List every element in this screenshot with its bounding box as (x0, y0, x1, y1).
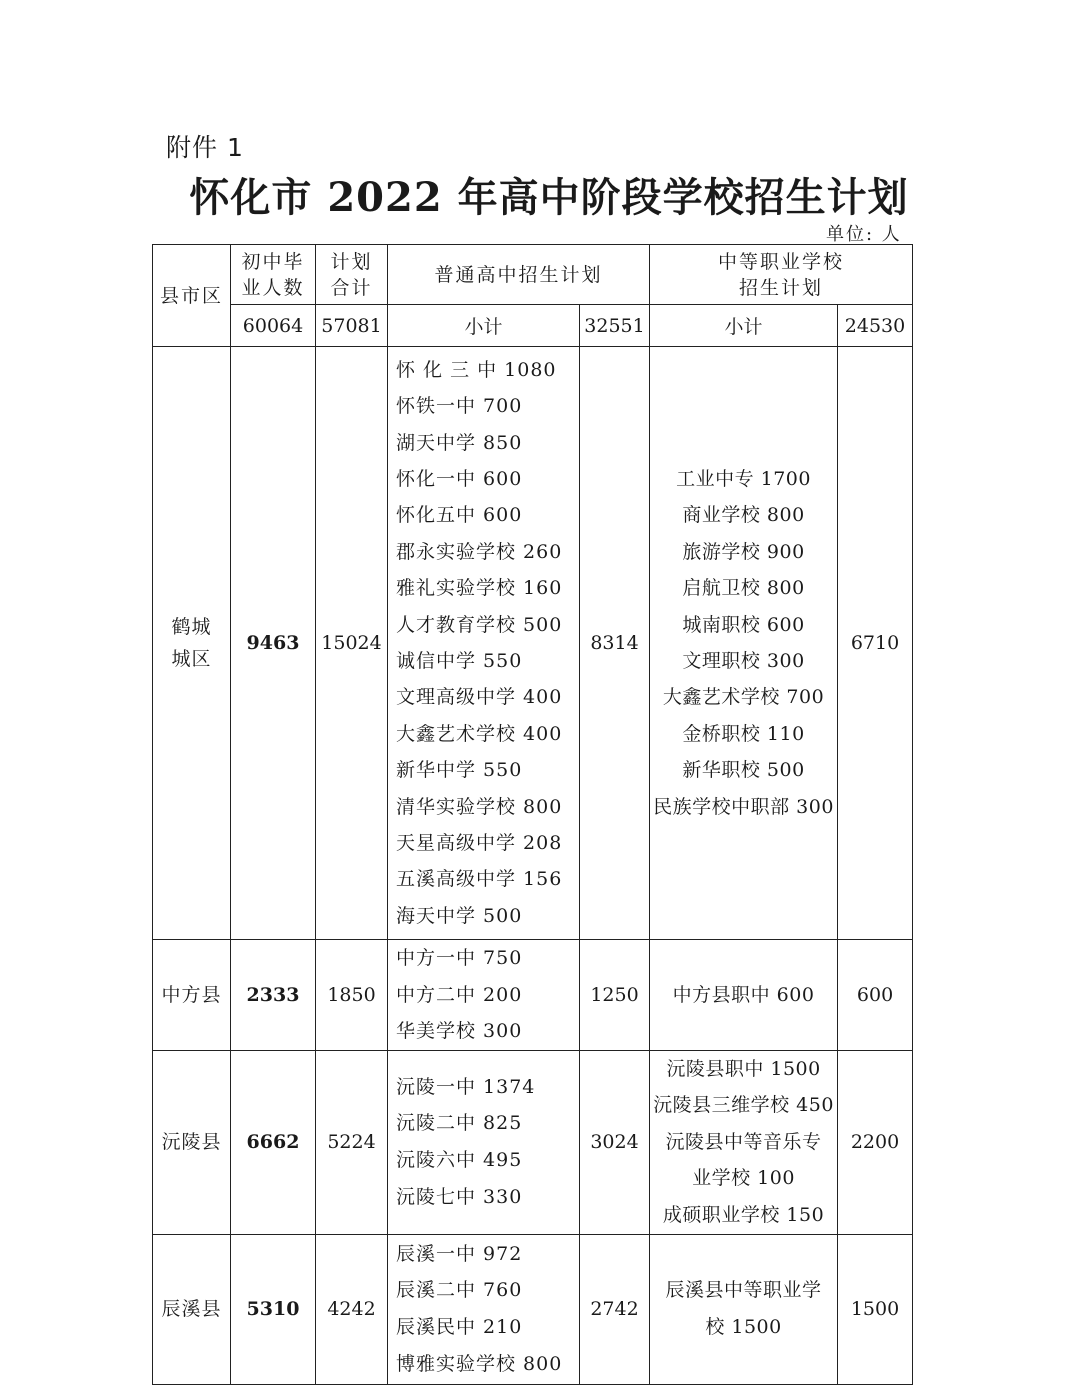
general-school-item: 辰溪二中 760 (396, 1279, 523, 1302)
header-plan-total-line1: 计划 (330, 250, 373, 273)
general-subtotal: 8314 (580, 347, 650, 940)
header-plan-total (316, 245, 388, 305)
vocational-school-item: 新华职校 500 (682, 759, 805, 782)
vocational-school-item: 沅陵县中等音乐专 (665, 1130, 822, 1153)
region-row (153, 1050, 913, 1234)
general-school-item: 辰溪一中 972 (396, 1242, 523, 1265)
vocational-school-list (650, 977, 837, 1014)
region-name-line: 城区 (171, 648, 212, 670)
general-school-item: 博雅实验学校 800 (396, 1352, 563, 1375)
general-school-item: 怀铁一中 700 (396, 395, 523, 418)
total-vocational-subtotal: 24530 (838, 305, 913, 347)
region-name-line: 鹤城 (171, 616, 212, 638)
graduates-count: 5310 (231, 1234, 316, 1384)
general-schools-cell (388, 940, 580, 1051)
general-school-item: 湖天中学 850 (396, 431, 523, 454)
general-school-item: 沅陵一中 1374 (396, 1075, 536, 1098)
graduates-count: 6662 (231, 1050, 316, 1234)
general-school-item: 大鑫艺术学校 400 (396, 722, 563, 745)
header-vocational-line2: 招生计划 (739, 276, 824, 299)
header-graduates-line2: 业人数 (241, 276, 305, 299)
vocational-schools-cell (650, 940, 838, 1051)
header-graduates (231, 245, 316, 305)
vocational-school-item: 沅陵县三维学校 450 (653, 1094, 834, 1117)
general-subtotal-label: 小计 (388, 305, 580, 347)
header-graduates-line1: 初中毕 (241, 250, 305, 273)
general-school-item: 怀化一中 600 (396, 467, 523, 490)
general-school-item: 沅陵六中 495 (396, 1149, 523, 1171)
vocational-subtotal: 6710 (838, 347, 913, 940)
general-school-item: 中方一中 750 (396, 947, 523, 969)
general-schools-cell (388, 347, 580, 940)
vocational-schools-cell (650, 1050, 838, 1234)
page-title: 怀化市 2022 年高中阶段学校招生计划 (189, 174, 909, 221)
vocational-school-item: 商业学校 800 (682, 504, 805, 527)
general-school-item: 怀化五中 600 (396, 504, 523, 527)
general-school-item: 清华实验学校 800 (396, 795, 563, 818)
header-region-label: 县市区 (159, 284, 223, 307)
general-subtotal: 3024 (580, 1050, 650, 1234)
general-school-list (388, 1069, 579, 1215)
header-general-hs (388, 245, 650, 305)
region-name-line: 沅陵县 (161, 1131, 222, 1153)
region-row (153, 1234, 913, 1384)
general-school-item: 华美学校 300 (396, 1020, 523, 1042)
vocational-subtotal: 2200 (838, 1050, 913, 1234)
vocational-school-list (650, 461, 837, 825)
general-subtotal: 2742 (580, 1234, 650, 1384)
region-name (153, 347, 231, 940)
region-row (153, 940, 913, 1051)
general-school-list (388, 940, 579, 1050)
vocational-school-item: 校 1500 (705, 1316, 782, 1338)
vocational-school-item: 金桥职校 110 (682, 722, 805, 745)
general-school-item: 沅陵七中 330 (396, 1185, 523, 1208)
general-school-list (388, 352, 579, 935)
total-graduates: 60064 (231, 305, 316, 347)
vocational-school-list (650, 1272, 837, 1345)
general-school-list (388, 1236, 579, 1382)
vocational-school-item: 成硕职业学校 150 (662, 1203, 825, 1226)
general-subtotal: 1250 (580, 940, 650, 1051)
vocational-school-item: 大鑫艺术学校 700 (662, 686, 825, 709)
total-plan: 57081 (316, 305, 388, 347)
header-region (153, 245, 231, 347)
vocational-school-item: 旅游学校 900 (682, 540, 805, 563)
general-schools-cell (388, 1050, 580, 1234)
region-row (153, 347, 913, 940)
region-rows (153, 347, 913, 1385)
general-school-item: 郡永实验学校 260 (396, 540, 563, 563)
general-school-item: 中方二中 200 (396, 983, 523, 1006)
vocational-subtotal-label: 小计 (650, 305, 838, 347)
region-name-line: 中方县 (161, 983, 222, 1006)
plan-total: 1850 (316, 940, 388, 1051)
plan-total: 15024 (316, 347, 388, 940)
general-school-item: 人才教育学校 500 (396, 613, 563, 636)
region-name (153, 1050, 231, 1234)
general-schools-cell (388, 1234, 580, 1384)
vocational-school-item: 城南职校 600 (682, 613, 805, 636)
vocational-subtotal: 600 (838, 940, 913, 1051)
unit-label: 单位: 人 (826, 224, 902, 245)
vocational-subtotal: 1500 (838, 1234, 913, 1384)
general-school-item: 海天中学 500 (396, 904, 523, 927)
region-name-line: 辰溪县 (161, 1298, 222, 1320)
plan-total: 5224 (316, 1050, 388, 1234)
vocational-school-item: 业学校 100 (692, 1167, 795, 1190)
general-school-item: 文理高级中学 400 (396, 686, 563, 709)
general-school-item: 沅陵二中 825 (396, 1112, 523, 1135)
general-school-item: 天星高级中学 208 (396, 832, 563, 855)
general-school-item: 诚信中学 550 (396, 650, 523, 672)
graduates-count: 2333 (231, 940, 316, 1051)
vocational-school-item: 中方县职中 600 (672, 983, 815, 1006)
graduates-count: 9463 (231, 347, 316, 940)
header-plan-total-line2: 合计 (330, 276, 373, 299)
general-school-item: 雅礼实验学校 160 (396, 577, 563, 600)
general-school-item: 五溪高级中学 156 (396, 868, 563, 891)
header-row (153, 245, 913, 305)
vocational-school-item: 民族学校中职部 300 (653, 795, 834, 818)
enrollment-plan-table (152, 244, 913, 1385)
header-vocational (650, 245, 913, 305)
general-school-item: 辰溪民中 210 (396, 1316, 523, 1338)
vocational-school-item: 辰溪县中等职业学 (665, 1279, 822, 1302)
vocational-schools-cell (650, 1234, 838, 1384)
vocational-school-item: 文理职校 300 (682, 650, 805, 672)
region-name (153, 940, 231, 1051)
vocational-school-item: 沅陵县职中 1500 (666, 1057, 821, 1080)
vocational-school-item: 启航卫校 800 (682, 577, 805, 600)
general-school-item: 怀 化 三 中 1080 (396, 358, 557, 381)
totals-row (153, 305, 913, 347)
header-vocational-line1: 中等职业学校 (718, 250, 845, 273)
header-general-hs-label: 普通高中招生计划 (434, 263, 603, 286)
general-school-item: 新华中学 550 (396, 759, 523, 782)
attachment-label: 附件 1 (166, 133, 244, 162)
vocational-school-list (650, 1051, 837, 1234)
vocational-school-item: 工业中专 1700 (676, 467, 811, 490)
plan-total: 4242 (316, 1234, 388, 1384)
vocational-schools-cell (650, 347, 838, 940)
region-name (153, 1234, 231, 1384)
total-general-subtotal: 32551 (580, 305, 650, 347)
